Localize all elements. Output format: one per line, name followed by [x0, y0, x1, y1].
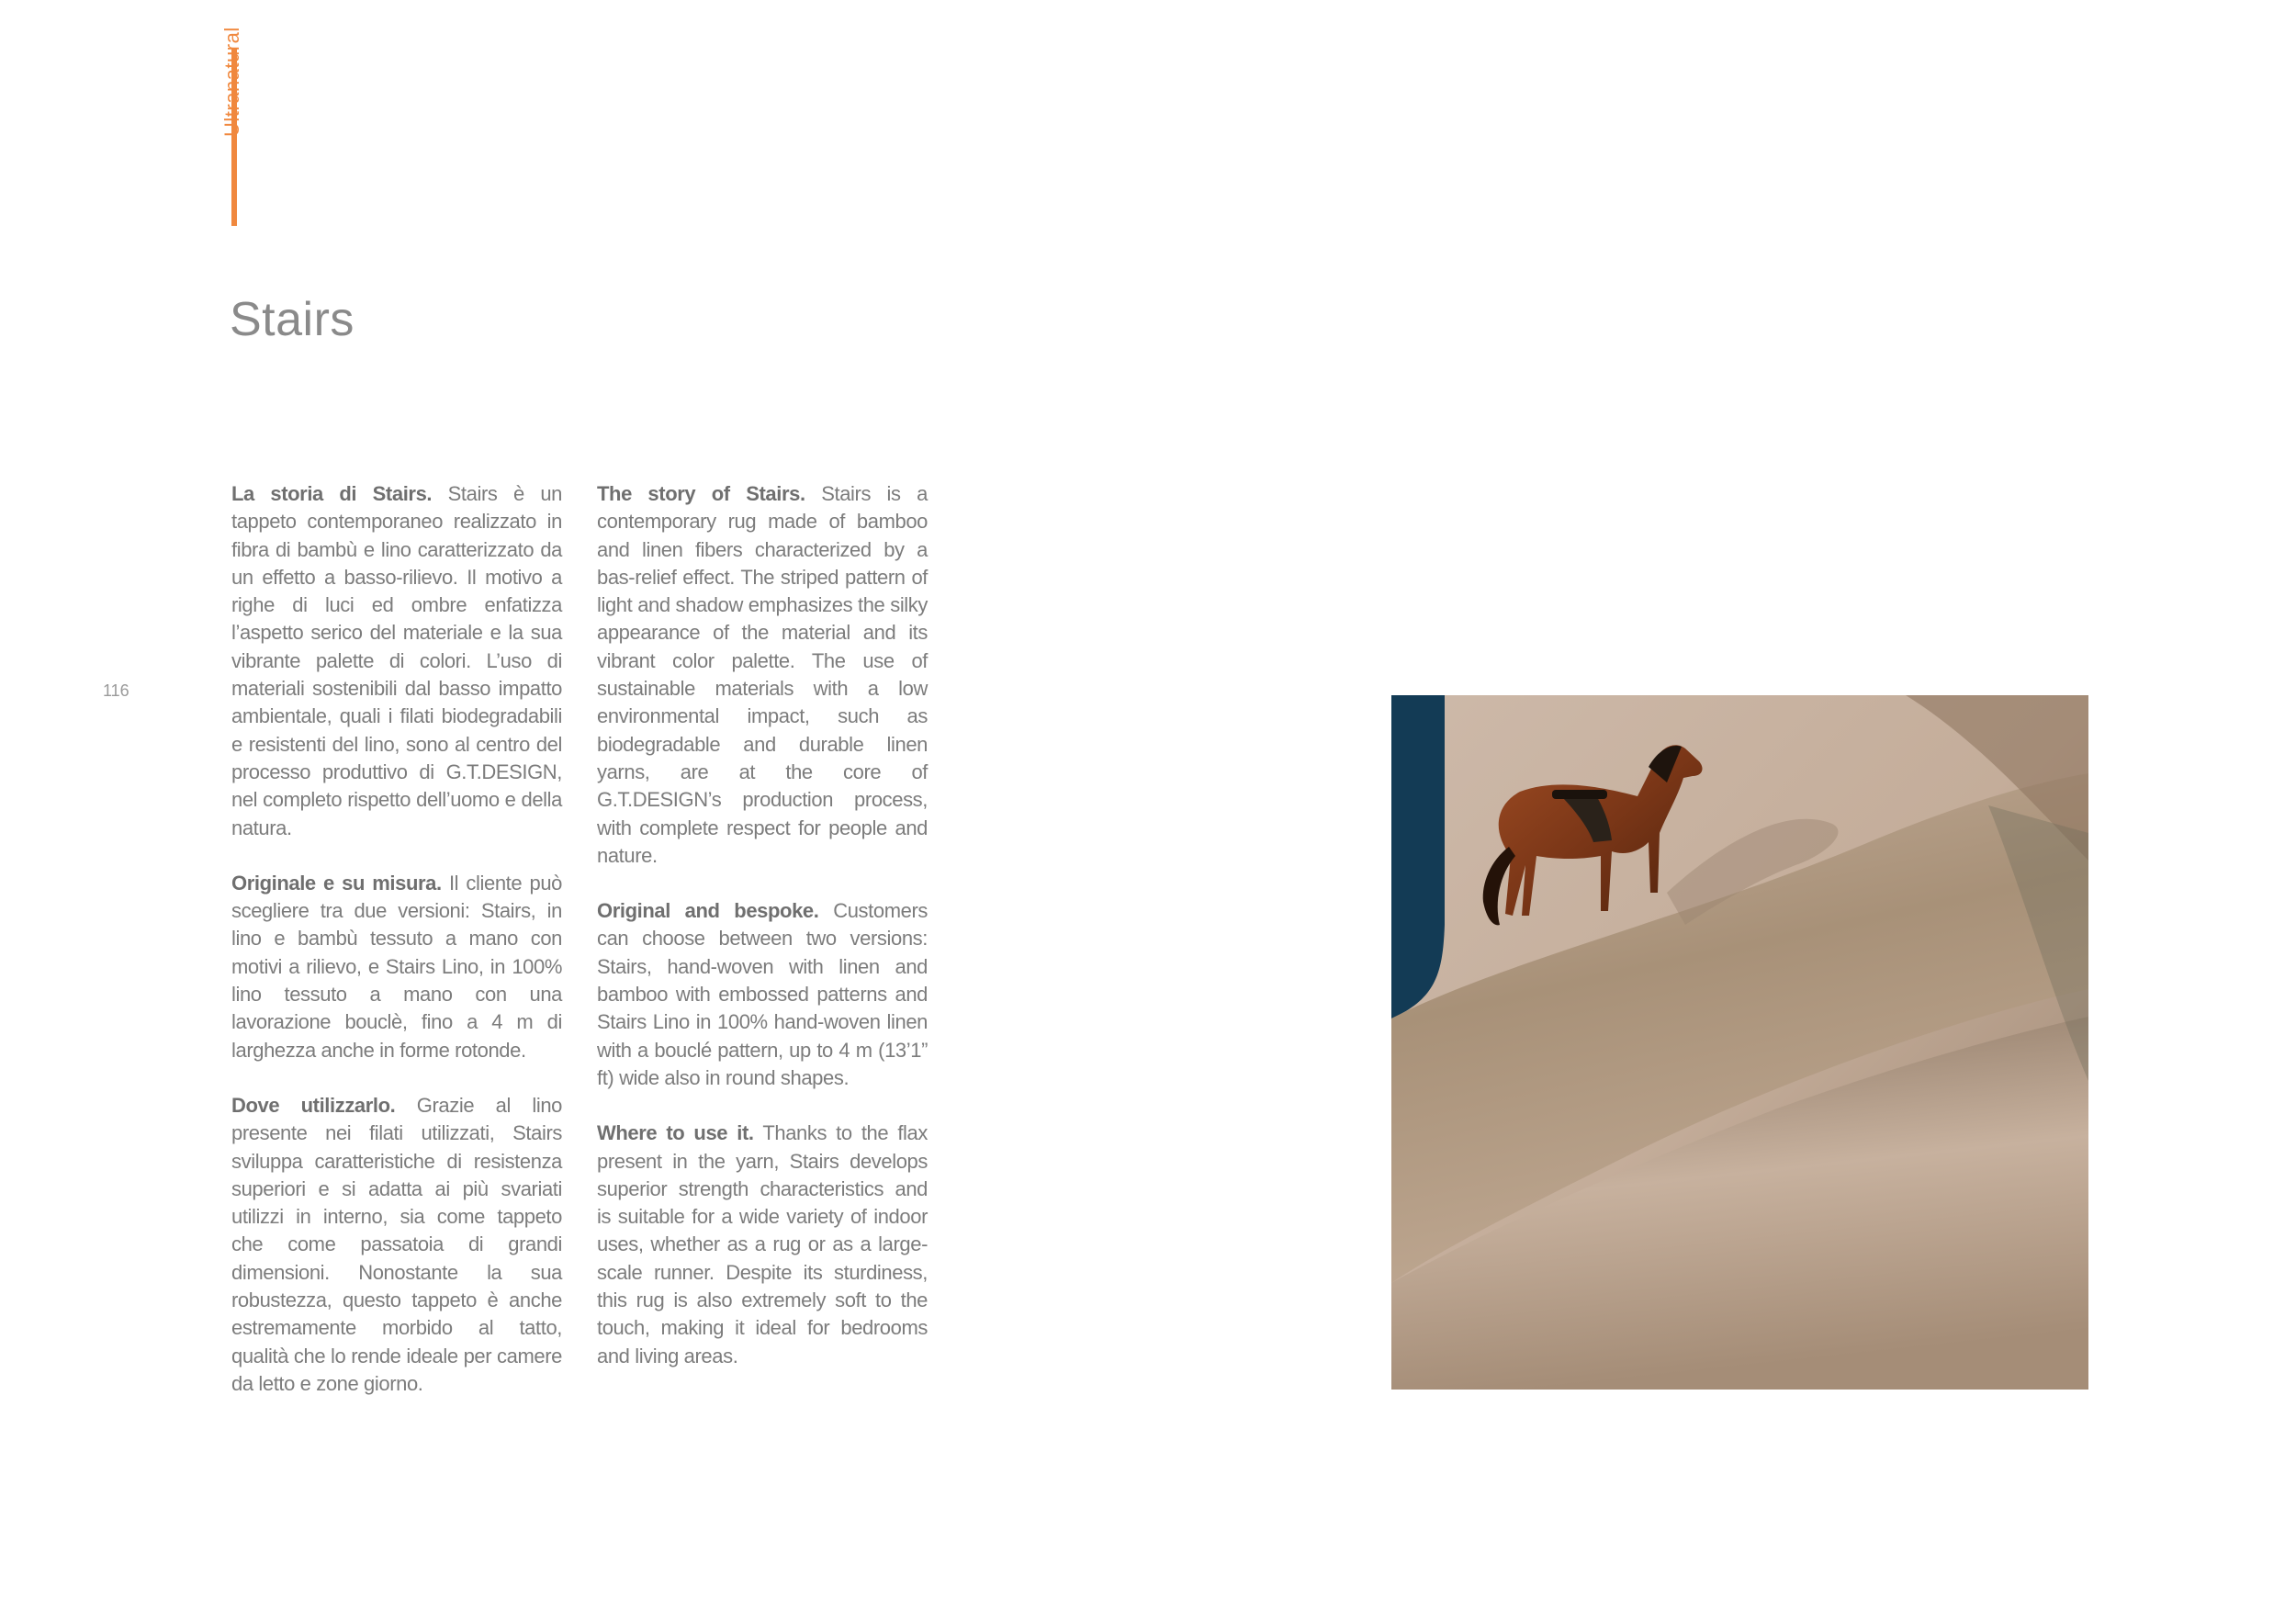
paragraph-text: Grazie al lino presente nei filati utilizzati, Stairs sviluppa caratteristiche di resistenza superiori e si adatta ai più svariati utilizzi in interno, sia come tappeto che come passatoia di grandi dimensioni. Nonostante la sua robustezza, questo tappeto è anche estremamente morbido al tatto, qualità che lo rende ideale per camere da letto e zone giorno.	[231, 1093, 562, 1395]
english-paragraph-usage	[597, 1120, 928, 1370]
rug-photo	[1391, 695, 2088, 1390]
page-number: 116	[103, 681, 129, 700]
paragraph-text: Stairs è un tappeto contemporaneo realizzato in fibra di bambù e lino caratterizzato da un effetto a basso-rilievo. Il motivo a righe di luci ed ombre enfatizza l’aspetto serico del materiale e la sua vibrante palette di colori. L’uso di materiali sostenibili dal basso impatto ambientale, quali i filati biodegradabili e resistenti del lino, sono al centro del processo produttivo di G.T.DESIGN, nel completo rispetto dell’uomo e della natura.	[231, 482, 562, 839]
paragraph-text: Thanks to the flax present in the yarn, Stairs develops superior strength characteristics and is suitable for a wide variety of indoor uses, whether as a rug or as a large-scale runner. Despite its sturdiness, this rug is also extremely soft to the touch, making it ideal for bedrooms and living areas.	[597, 1121, 928, 1367]
italian-paragraph-bespoke	[231, 870, 562, 1064]
paragraph-text: Stairs is a contemporary rug made of bamboo and linen fibers characterized by a bas-relief effect. The striped pattern of light and shadow emphasizes the silky appearance of the material and its vibrant color palette. The use of sustainable materials with a low environmental impact, such as biodegradable and durable linen yarns, are at the core of G.T.DESIGN’s production process, with complete respect for people and nature.	[597, 482, 928, 867]
paragraph-text: Il cliente può scegliere tra due versioni: Stairs, in lino e bambù tessuto a mano con motivi a rilievo, e Stairs Lino, in 100% lino tessuto a mano con una lavorazione bouclè, fino a 4 m di larghezza anche in forme rotonde.	[231, 871, 562, 1062]
english-column	[597, 480, 928, 1398]
italian-paragraph-usage	[231, 1092, 562, 1398]
section-label: Ultranatural	[220, 27, 243, 137]
italian-paragraph-story	[231, 480, 562, 842]
rug-photo-illustration	[1391, 695, 2088, 1390]
paragraph-heading: Dove utilizzarlo.	[231, 1093, 396, 1117]
paragraph-text: Customers can choose between two versions: Stairs, hand-woven with linen and bamboo with embossed patterns and Stairs Lino in 100% hand-woven linen with a bouclé pattern, up to 4 m (13’1” ft) wide also in round shapes.	[597, 899, 928, 1089]
paragraph-heading: Where to use it.	[597, 1121, 754, 1145]
page-title: Stairs	[230, 293, 355, 346]
paragraph-heading: Originale e su misura.	[231, 871, 442, 895]
paragraph-heading: Original and bespoke.	[597, 899, 819, 923]
english-paragraph-story	[597, 480, 928, 870]
english-paragraph-bespoke	[597, 897, 928, 1092]
paragraph-heading: The story of Stairs.	[597, 482, 805, 505]
paragraph-heading: La storia di Stairs.	[231, 482, 433, 505]
italian-column	[231, 480, 562, 1425]
